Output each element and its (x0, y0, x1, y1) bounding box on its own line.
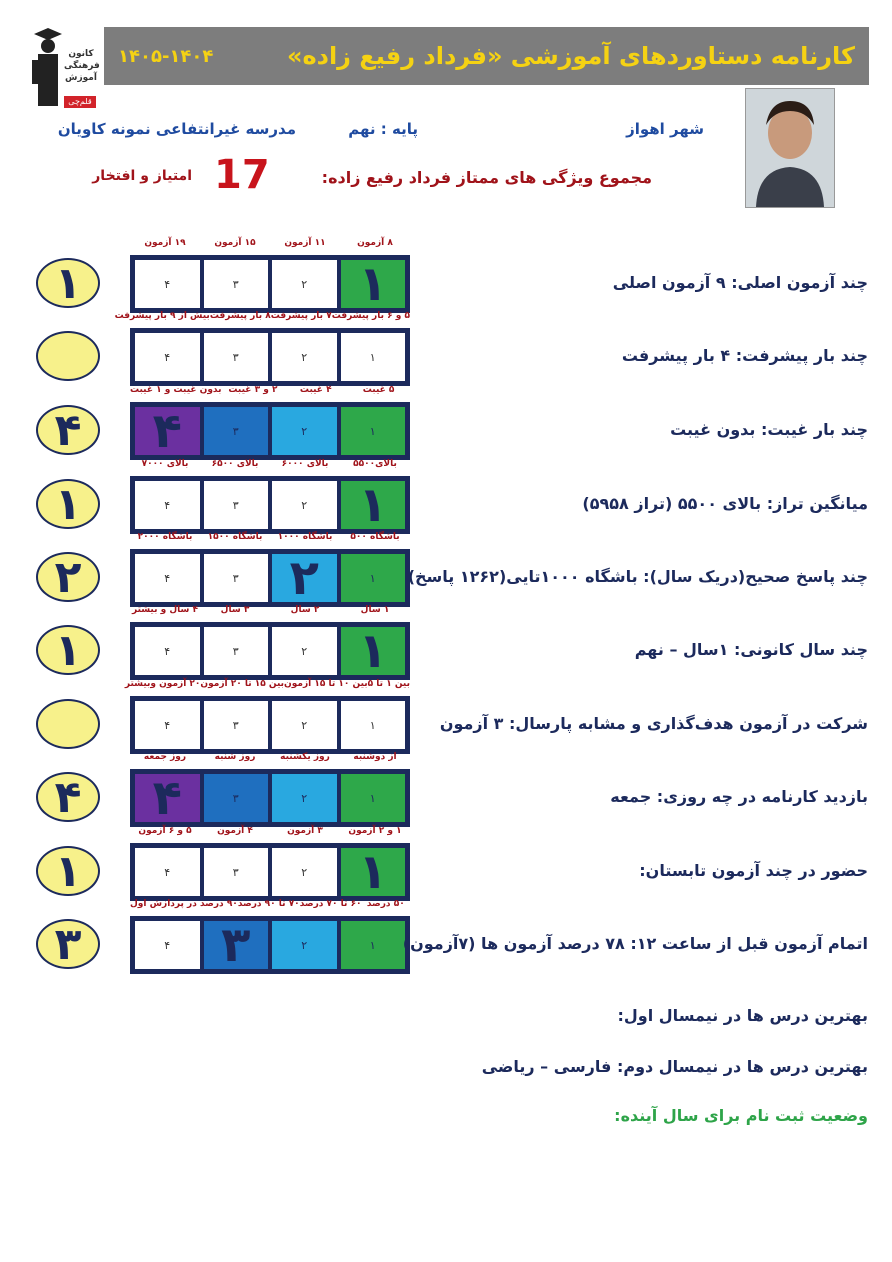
level-cell: ۴ (133, 552, 202, 604)
row-labels (130, 238, 410, 252)
level-label: ۱ و ۲ آزمون (348, 826, 402, 836)
total-value: 17 (214, 152, 270, 198)
score-circle: ۳ (36, 919, 100, 969)
level-boxes (130, 402, 410, 460)
level-label: روز شنبه (214, 752, 256, 762)
criterion-text: اتمام آزمون قبل از ساعت ۱۲: ۷۸ درصد آزمون ها (۷آزمون) (402, 934, 868, 953)
level-label: ۲ سال (290, 605, 320, 615)
row-labels (130, 899, 410, 913)
level-cell: ۱ (339, 552, 408, 604)
level-cell: ۱ (339, 919, 408, 971)
level-label: ۱۱ آزمون (284, 238, 326, 248)
criterion-text: بازدید کارنامه در چه روزی: جمعه (610, 787, 868, 806)
score-circle: ۱ (36, 846, 100, 896)
level-cell: ۲ (270, 331, 339, 383)
criterion-text: چند بار غیبت: بدون غیبت (670, 420, 868, 439)
level-cell: ۳ (202, 405, 271, 457)
level-cell: ۲ (270, 405, 339, 457)
level-label: ۳ آزمون (287, 826, 323, 836)
level-cell: ۴ (133, 479, 202, 531)
level-label: ۵ غیبت (362, 385, 395, 395)
level-label: ۸ آزمون (357, 238, 393, 248)
level-boxes (130, 622, 410, 680)
criterion-text: چند سال کانونی: ۱سال – نهم (634, 640, 868, 659)
best-subjects-second: بهترین درس ها در نیمسال دوم: فارسی – ریاضی (481, 1057, 868, 1076)
level-label: ۷ بار پیشرفت (270, 311, 332, 321)
level-cell: ۲ (270, 846, 339, 898)
level-boxes (130, 769, 410, 827)
score-circle: ۴ (36, 772, 100, 822)
level-label: ۲ و ۳ غیبت (228, 385, 278, 395)
level-label: ۱۹ آزمون (144, 238, 186, 248)
level-label: ۵۰ درصد (366, 899, 405, 909)
level-label: بدون غیبت و ۱ غیبت (129, 385, 222, 395)
level-cell: ۴ (133, 846, 202, 898)
row-labels (124, 679, 410, 693)
level-cell: ۳ (202, 772, 271, 824)
score-circle: ۲ (36, 552, 100, 602)
score-circle (36, 699, 100, 749)
grade: پایه : نهم (348, 120, 418, 138)
level-label: بین ۱۰ تا ۱۵ آزمون (284, 679, 368, 689)
registration-status: وضعیت ثبت نام برای سال آینده: (614, 1106, 868, 1125)
level-label: روز جمعه (143, 752, 187, 762)
level-label: باشگاه ۵۰۰ (350, 532, 400, 542)
criterion-text: چند پاسخ صحیح(دریک سال): باشگاه ۱۰۰۰تایی(۱۲۶۲ پاسخ) (407, 567, 868, 586)
level-label: ۹۰ درصد در پردازش اول (130, 899, 238, 909)
level-cell: ۳ (202, 258, 271, 310)
level-cell: ۱ (339, 699, 408, 751)
best-subjects-first: بهترین درس ها در نیمسال اول: (617, 1006, 868, 1025)
total-label: مجموع ویژگی های ممتاز فرداد رفیع زاده: (321, 168, 652, 187)
level-cell: ۳ (202, 846, 271, 898)
level-label: ۸ بار پیشرفت (209, 311, 271, 321)
row-labels (130, 605, 410, 619)
level-cell: ۱ (339, 772, 408, 824)
level-cell: ۴ (133, 331, 202, 383)
academic-years: ۱۴۰۵-۱۴۰۴ (118, 45, 214, 67)
level-cell: ۳ (202, 552, 271, 604)
level-cell: ۲ (270, 552, 339, 604)
level-boxes (130, 916, 410, 974)
school-name: مدرسه غیرانتفاعی نمونه کاویان (57, 120, 296, 138)
level-boxes (130, 255, 410, 313)
level-cell: ۲ (270, 479, 339, 531)
level-label: ۱۵ آزمون (214, 238, 256, 248)
kanoon-logo (30, 22, 98, 110)
criterion-text: حضور در چند آزمون تابستان: (639, 861, 868, 880)
level-label: باشگاه ۲۰۰۰ (137, 532, 193, 542)
level-cell: ۳ (202, 625, 271, 677)
row-labels (130, 459, 410, 473)
level-cell: ۲ (270, 625, 339, 677)
level-cell: ۲ (270, 699, 339, 751)
level-cell: ۴ (133, 699, 202, 751)
level-label: ۷۰ تا ۹۰ درصد (237, 899, 300, 909)
total-suffix: امتیاز و افتخار (92, 168, 192, 184)
level-cell: ۱ (339, 258, 408, 310)
level-cell: ۴ (133, 625, 202, 677)
level-cell: ۲ (270, 258, 339, 310)
level-boxes (130, 696, 410, 754)
level-label: بالای ۶۰۰۰ (281, 459, 329, 469)
level-cell: ۳ (202, 331, 271, 383)
student-portrait-icon (746, 89, 834, 207)
level-label: باشگاه ۱۰۰۰ (277, 532, 333, 542)
graduate-icon (30, 22, 64, 110)
criterion-text: چند آزمون اصلی: ۹ آزمون اصلی (612, 273, 868, 292)
level-cell: ۲ (270, 919, 339, 971)
level-cell: ۱ (339, 405, 408, 457)
logo-text: کانون فرهنگی آموزش (64, 49, 100, 83)
level-cell: ۱ (339, 625, 408, 677)
level-boxes (130, 476, 410, 534)
score-circle: ۱ (36, 625, 100, 675)
level-cell: ۴ (133, 919, 202, 971)
report-title: کارنامه دستاوردهای آموزشی «فرداد رفیع زاده» (286, 42, 855, 70)
criterion-text: چند بار پیشرفت: ۴ بار پیشرفت (621, 346, 868, 365)
level-label: ۲۰ آزمون وبیشتر (124, 679, 201, 689)
level-label: ۵ و ۶ آزمون (138, 826, 192, 836)
logo-badge: قلم‌چی (64, 96, 96, 108)
score-circle: ۴ (36, 405, 100, 455)
level-label: ۴ غیبت (299, 385, 332, 395)
level-cell: ۴ (133, 405, 202, 457)
level-cell: ۴ (133, 258, 202, 310)
row-labels (130, 752, 410, 766)
criterion-text: شرکت در آزمون هدف‌گذاری و مشابه پارسال: ۳ آزمون (439, 714, 868, 733)
level-label: ۶۰ تا ۷۰ درصد (299, 899, 362, 909)
level-label: ۴ سال و بیشتر (131, 605, 199, 615)
level-cell: ۱ (339, 331, 408, 383)
level-cell: ۱ (339, 846, 408, 898)
level-label: بین ۱۵ تا ۲۰ آزمون (200, 679, 285, 689)
level-cell: ۲ (270, 772, 339, 824)
level-label: بین ۱ تا ۵ (367, 679, 410, 689)
level-label: بالای ۷۰۰۰ (141, 459, 189, 469)
level-label: روز یکشنبه (280, 752, 330, 762)
level-label: بیش از ۹ بار پیشرفت (114, 311, 210, 321)
level-cell: ۳ (202, 919, 271, 971)
level-boxes (130, 328, 410, 386)
level-label: بالای۵۵۰۰ (353, 459, 397, 469)
level-label: از دوشنبه (353, 752, 397, 762)
student-photo (745, 88, 835, 208)
criterion-text: میانگین تراز: بالای ۵۵۰۰ (تراز ۵۹۵۸) (582, 494, 868, 513)
level-label: ۵ و ۶ بار پیشرفت (331, 311, 410, 321)
row-labels (130, 385, 410, 399)
level-cell: ۳ (202, 479, 271, 531)
level-label: ۱ سال (360, 605, 390, 615)
level-cell: ۳ (202, 699, 271, 751)
level-label: بالای ۶۵۰۰ (211, 459, 259, 469)
score-circle (36, 331, 100, 381)
row-labels (130, 826, 410, 840)
header (104, 27, 869, 85)
score-circle: ۱ (36, 258, 100, 308)
level-label: باشگاه ۱۵۰۰ (207, 532, 263, 542)
level-boxes (130, 549, 410, 607)
row-labels (130, 532, 410, 546)
row-labels (114, 311, 410, 325)
level-label: ۴ آزمون (217, 826, 253, 836)
city: شهر اهواز (626, 120, 704, 138)
score-circle: ۱ (36, 479, 100, 529)
level-label: ۳ سال (220, 605, 250, 615)
level-boxes (130, 843, 410, 901)
level-cell: ۱ (339, 479, 408, 531)
level-cell: ۴ (133, 772, 202, 824)
